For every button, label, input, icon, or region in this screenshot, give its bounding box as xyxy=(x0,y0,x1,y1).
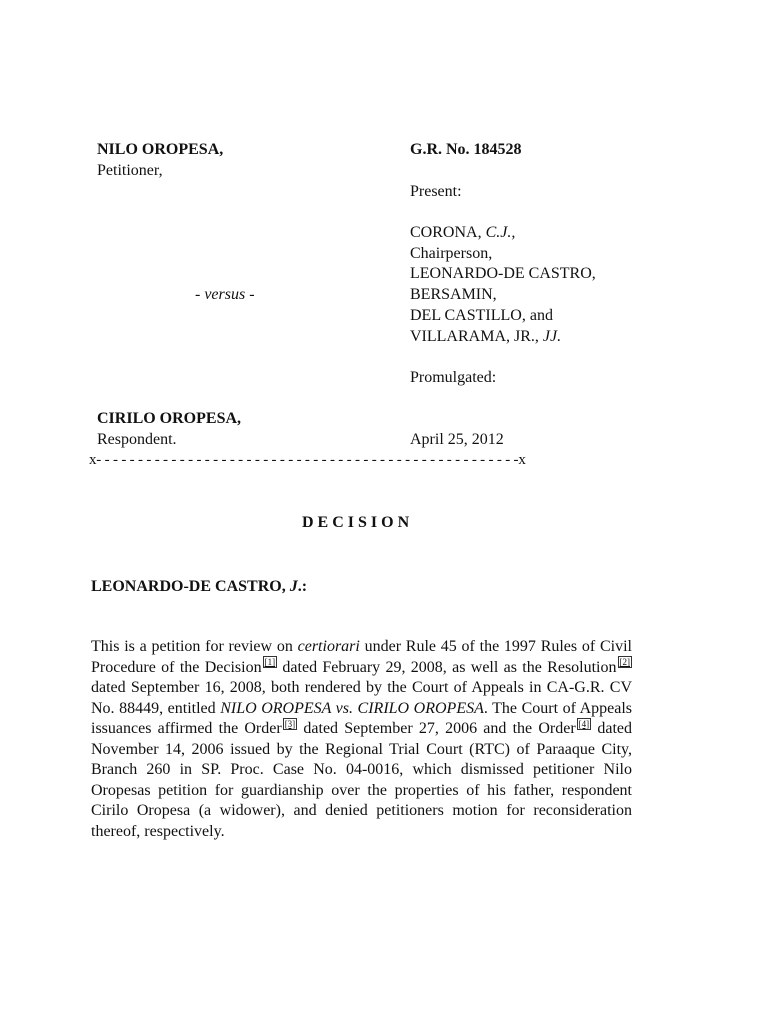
gr-number: G.R. No. 184528 xyxy=(410,141,522,158)
footnote-link-4[interactable]: [4] xyxy=(578,718,590,729)
respondent-name: CIRILO OROPESA, xyxy=(97,410,242,427)
body-text: dated September 16, 2008, both rendered by the Court of Appeals in CA-G.R. CV No. 88449, entitled xyxy=(91,679,632,717)
body-text: . The Court of Appeals issuances affirmed the Order xyxy=(91,699,632,737)
versus-label: - versus - xyxy=(195,286,255,303)
ponente-name: LEONARDO-DE CASTRO, xyxy=(91,578,290,595)
promulgated-date: April 25, 2012 xyxy=(410,431,504,448)
decision-heading: D E C I S I O N xyxy=(302,514,410,531)
chairperson-label: Chairperson, xyxy=(410,245,493,262)
justice-corona-name: CORONA, xyxy=(410,224,486,241)
justice-corona-title: C.J., xyxy=(485,224,516,241)
justice-leonardo-de-castro: LEONARDO-DE CASTRO, xyxy=(410,265,596,282)
ponente-suffix: .: xyxy=(297,578,308,595)
body-text: dated February 29, 2008, as well as the Resolution xyxy=(277,658,617,676)
justice-bersamin: BERSAMIN, xyxy=(410,286,497,303)
justice-villarama xyxy=(410,328,561,346)
justice-villarama-title: JJ. xyxy=(542,328,562,345)
promulgated-label: Promulgated: xyxy=(410,369,497,386)
ponente-line xyxy=(91,578,307,596)
footnote-link-2[interactable]: [2] xyxy=(619,657,631,668)
footnote-link-3[interactable]: [3] xyxy=(284,718,296,729)
footnote-link-1[interactable]: [1] xyxy=(264,657,276,668)
respondent-role: Respondent. xyxy=(97,431,177,448)
justice-corona xyxy=(410,224,515,242)
caption-separator: x- - - - - - - - - - - - - - - - - - - - - - - - - - - - - - - - - - - - - - - - - - - - - - - - - - -x xyxy=(89,452,526,468)
body-paragraph xyxy=(91,637,632,842)
body-text: under Rule 45 of the 1997 Rules of Civil Procedure of the Decision xyxy=(91,638,632,676)
body-text: dated September 27, 2006 and the Order xyxy=(297,720,576,737)
justice-del-castillo: DEL CASTILLO, and xyxy=(410,307,553,324)
ponente-title: J xyxy=(289,578,298,595)
body-text: dated November 14, 2006 issued by the Regional Trial Court (RTC) of Paraaque City, Branch 260 in SP. Proc. Case No. 04-0016, which dismissed petitioner Nilo Oropesas petition for guardianship over the properties of his father, respondent Cirilo Oropesa (a widower), and denied petitioners motion for reconsideration thereof, respectively. xyxy=(91,720,632,840)
petitioner-name: NILO OROPESA, xyxy=(97,141,224,158)
justice-villarama-name: VILLARAMA, JR., xyxy=(410,328,543,345)
body-italic-case-title: NILO OROPESA vs. CIRILO OROPESA xyxy=(220,699,484,717)
petitioner-role: Petitioner, xyxy=(97,162,163,179)
body-italic-certiorari: certiorari xyxy=(297,638,360,655)
body-text: This is a petition for review on xyxy=(91,638,298,655)
present-label: Present: xyxy=(410,183,462,200)
